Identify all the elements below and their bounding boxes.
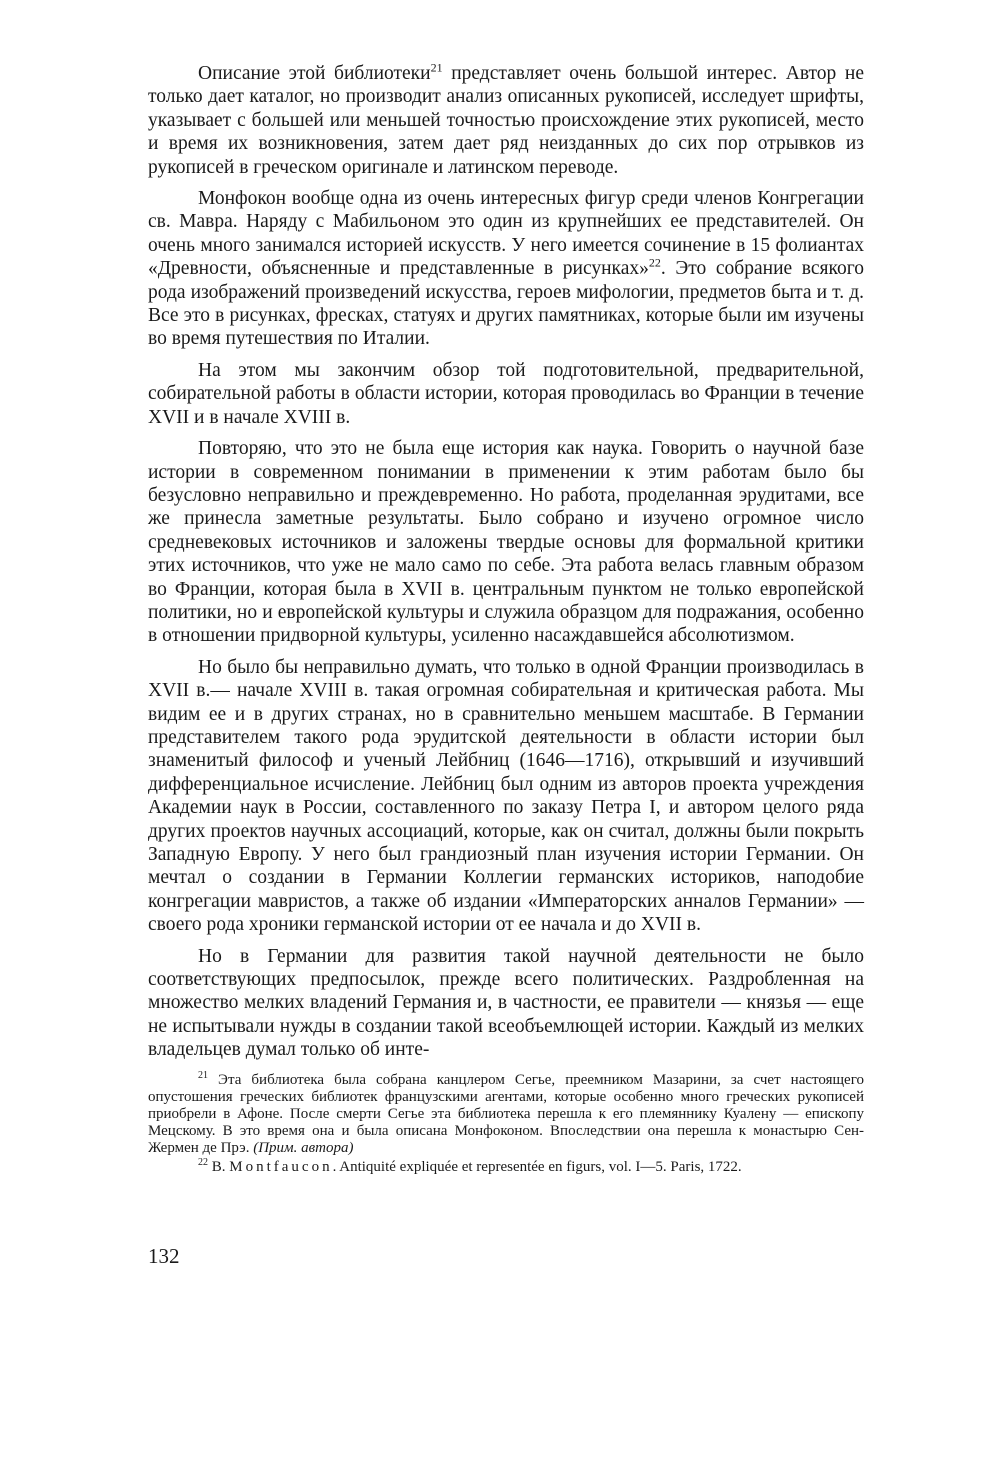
paragraph-2-text-b: . Это собрание всякого рода изображений произведений искусства, героев мифологии, предметов быта и т. д. Все это в рисунках, фресках, статуях и других памятниках, которые были им изучены во время путешествия по Италии.: [148, 258, 865, 350]
paragraph-1: [148, 62, 864, 179]
footnote-author-name: Montfaucon: [229, 1158, 333, 1175]
footnote-21: [148, 1069, 864, 1158]
paragraph-2-text-a: Монфокон вообще одна из очень интересных фигур среди членов Конгрегации св. Мавра. Наряду с Мабильоном это один из крупнейших ее представителей. Он очень много занимался историей искусств. У него имеется сочинение в 15 фолиантах «Древности, объясненные и представленные в рисунках»: [148, 188, 864, 280]
footnote-22: [148, 1156, 864, 1176]
paragraph-2: [148, 187, 864, 351]
paragraph-5-text: Но было бы неправильно думать, что только в одной Франции производилась в XVII в.— начале XVIII в. такая огромная собирательная и критическая работа. Мы видим ее и в других странах, но в сравнительно меньшем масштабе. В Германии представителем такого рода эрудитской деятельности в области истории был знаменитый философ и ученый Лейбниц (1646—1716), открывший и изучивший дифференциальное исчисление. Лейбниц был одним из авторов проекта учреждения Академии наук в России, составленного по заказу Петра I, и автором целого ряда других проектов научных ассоциаций, которые, как он считал, должны были покрыть Западную Европу. У него был грандиозный план изучения истории Германии. Он мечтал о создании в Германии Коллегии германских историков, наподобие конгрегации мавристов, а также об издании «Императорских анналов Германии» — своего рода хроники германской истории от ее начала и до XVII в.: [148, 656, 864, 936]
footnote-citation: . Antiquité expliquée et representée en figurs, vol. I—5. Paris, 1722.: [332, 1158, 742, 1175]
footnotes: [148, 1069, 864, 1176]
footnote-number: 22: [198, 1156, 208, 1168]
paragraph-6-text: Но в Германии для развития такой научной деятельности не было соответствующих предпосылок, прежде всего политических. Раздробленная на множество мелких владений Германия и, в частности, ее правители — князья — еще не испытывали нужды в создании такой всеобъемлющей истории. Каждый из мелких владельцев думал только об инте-: [148, 945, 864, 1061]
paragraph-1-text-a: Описание этой библиотеки: [198, 63, 431, 84]
page-body: [148, 62, 864, 1176]
paragraph-4: [148, 437, 864, 648]
footnote-ref-22[interactable]: 22: [648, 255, 661, 270]
paragraph-6: [148, 945, 864, 1062]
footnote-number: 21: [198, 1069, 208, 1081]
paragraph-3: [148, 359, 864, 429]
footnote-author-note: (Прим. автора): [253, 1140, 354, 1157]
paragraph-4-text: Повторяю, что это не была еще история как наука. Говорить о научной базе истории в современном понимании в применении к этим работам было бы безусловно неправильно и преждевременно. Но работа, проделанная эрудитами, все же принесла заметные результаты. Было собрано и изучено огромное число средневековых источников и заложены твердые основы для формальной критики этих источников, что уже не мало само по себе. Эта работа велась главным образом во Франции, которая была в XVII в. центральным пунктом не только европейской политики, но и европейской культуры и служила образцом для подражания, особенно в отношении придворной культуры, усиленно насаждавшейся абсолютизмом.: [148, 438, 864, 647]
footnote-text: B.: [208, 1158, 230, 1175]
footnote-ref-21[interactable]: 21: [430, 60, 443, 75]
paragraph-3-text: На этом мы закончим обзор той подготовительной, предварительной, собирательной работы в области истории, которая проводилась во Франции в течение XVII и в начале XVIII в.: [148, 359, 864, 428]
paragraph-5: [148, 656, 864, 937]
paragraph-1-text-b: представляет очень большой интерес. Автор не только дает каталог, но производит анализ описанных рукописей, исследует шрифты, указывает с большей или меньшей точностью происхождение этих рукописей, место и время их возникновения, затем дает ряд неизданных до сих пор отрывков из рукописей в греческом оригинале и латинском переводе.: [148, 63, 864, 178]
page-number: 132: [148, 1244, 180, 1268]
footnote-text: Эта библиотека была собрана канцлером Сегье, преемником Мазарини, за счет настоящего опустошения греческих библиотек французскими агентами, которые особенно много греческих рукописей приобрели в Афоне. После смерти Сегье эта библиотека перешла к его племяннику Куалену — епископу Мецскому. В это время она и была описана Монфоконом. Впоследствии она перешла к монастырю Сен-Жермен де Прэ.: [148, 1071, 864, 1157]
